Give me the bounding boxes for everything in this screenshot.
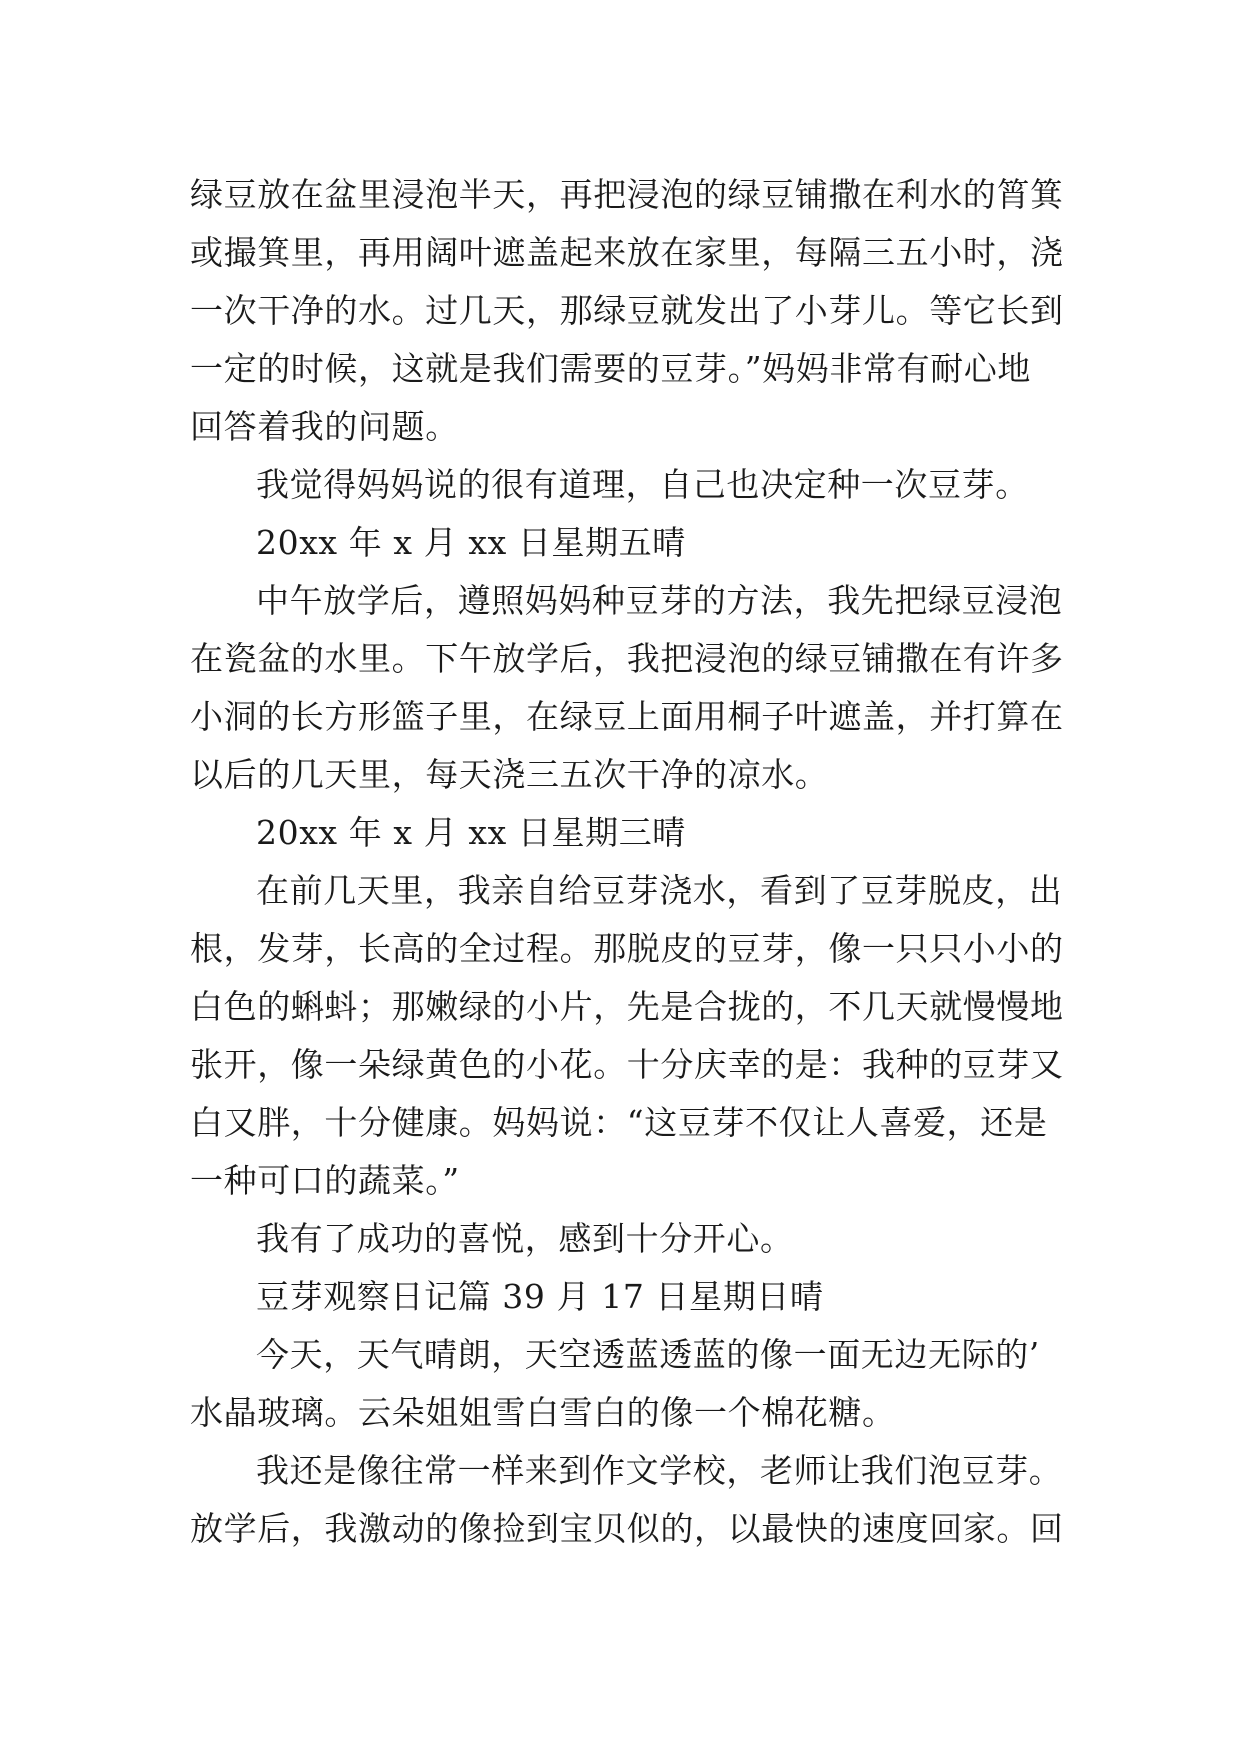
text-line: 一定的时候，这就是我们需要的豆芽。”妈妈非常有耐心地 [190,349,1031,388]
text-line: 一种可口的蔬菜。” [190,1161,460,1200]
paragraph-start: 我觉得妈妈说的很有道理，自己也决定种一次豆芽。 [256,465,1029,504]
text-line: 张开，像一朵绿黄色的小花。十分庆幸的是：我种的豆芽又 [190,1045,1064,1084]
paragraph-start: 在前几天里，我亲自给豆芽浇水，看到了豆芽脱皮，出 [256,871,1063,910]
text-line: 放学后，我激动的像捡到宝贝似的，以最快的速度回家。回 [190,1509,1064,1548]
text-line: 或撮箕里，再用阔叶遮盖起来放在家里，每隔三五小时，浇 [190,233,1064,272]
text-line: 水晶玻璃。云朵姐姐雪白雪白的像一个棉花糖。 [190,1393,896,1432]
text-line: 一次干净的水。过几天，那绿豆就发出了小芽儿。等它长到 [190,291,1064,330]
paragraph-start: 中午放学后，遵照妈妈种豆芽的方法，我先把绿豆浸泡 [256,581,1063,620]
text-line: 以后的几天里，每天浇三五次干净的凉水。 [190,755,829,794]
text-line: 根，发芽，长高的全过程。那脱皮的豆芽，像一只只小小的 [190,929,1064,968]
paragraph-start: 我还是像往常一样来到作文学校，老师让我们泡豆芽。 [256,1451,1063,1490]
text-line: 回答着我的问题。 [190,407,459,446]
text-line: 在瓷盆的水里。下午放学后，我把浸泡的绿豆铺撒在有许多 [190,639,1064,678]
text-line: 小洞的长方形篮子里，在绿豆上面用桐子叶遮盖，并打算在 [190,697,1064,736]
diary-date-heading: 20xx 年 x 月 xx 日星期五晴 [256,523,686,562]
text-line: 绿豆放在盆里浸泡半天，再把浸泡的绿豆铺撒在利水的筲箕 [190,175,1064,214]
paragraph-start: 今天，天气晴朗，天空透蓝透蓝的像一面无边无际的’ [256,1335,1040,1374]
text-line: 白又胖，十分健康。妈妈说：“这豆芽不仅让人喜爱，还是 [190,1103,1048,1142]
text-line: 白色的蝌蚪；那嫩绿的小片，先是合拢的，不几天就慢慢地 [190,987,1064,1026]
paragraph-start: 我有了成功的喜悦，感到十分开心。 [256,1219,794,1258]
diary-date-heading: 20xx 年 x 月 xx 日星期三晴 [256,813,686,852]
diary-entry-heading: 豆芽观察日记篇 39 月 17 日星期日晴 [256,1277,824,1316]
body-text [190,166,1064,1558]
